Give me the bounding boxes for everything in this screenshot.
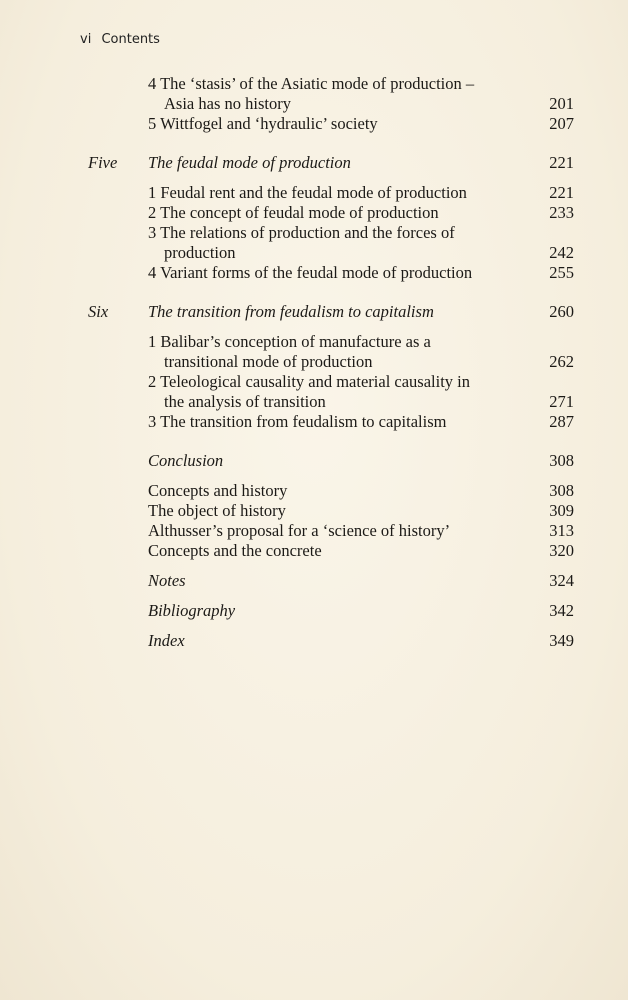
- toc-row: [0, 183, 628, 203]
- toc-page-number: 242: [549, 243, 574, 262]
- toc-row: [0, 392, 628, 412]
- toc-entry-title: Conclusion: [148, 451, 224, 470]
- toc-entry-title: 4 Variant forms of the feudal mode of production: [148, 263, 473, 282]
- toc-row: [0, 352, 628, 372]
- toc-entry-title: 3 The transition from feudalism to capitalism: [148, 412, 447, 431]
- toc-entry-title: transitional mode of production: [164, 352, 373, 371]
- toc-page-number: 271: [549, 392, 574, 411]
- toc-row: [0, 541, 628, 561]
- toc-page-number: 308: [549, 451, 574, 470]
- toc-page-number: 342: [549, 601, 574, 620]
- toc-row: [0, 302, 628, 322]
- page-folio: vi: [80, 32, 92, 47]
- toc-row: [0, 243, 628, 263]
- toc-page-number: 287: [549, 412, 574, 431]
- toc-entry-title: The transition from feudalism to capitalism: [148, 302, 434, 321]
- toc-entry-title: Bibliography: [148, 601, 236, 620]
- toc-row: [0, 412, 628, 432]
- toc-page-number: 221: [549, 183, 574, 202]
- toc-row: [0, 94, 628, 114]
- toc-row: [0, 481, 628, 501]
- toc-page-number: 201: [549, 94, 574, 113]
- chapter-label: Five: [88, 153, 118, 172]
- toc-entry-title: Concepts and the concrete: [148, 541, 322, 560]
- toc-page-number: 260: [549, 302, 574, 321]
- toc-page-number: 233: [549, 203, 574, 222]
- toc-entry-title: Althusser’s proposal for a ‘science of history’: [148, 521, 451, 540]
- toc-entry-title: The object of history: [148, 501, 286, 520]
- toc-row: [0, 114, 628, 134]
- toc-entry-title: 1 Balibar’s conception of manufacture as a: [148, 332, 431, 351]
- toc-page-number: 324: [549, 571, 574, 590]
- toc-row: [0, 153, 628, 173]
- toc-row: [0, 571, 628, 591]
- toc-row: [0, 203, 628, 223]
- toc-row: [0, 451, 628, 471]
- toc-entry-title: Concepts and history: [148, 481, 288, 500]
- toc-row: [0, 601, 628, 621]
- toc-entry-title: the analysis of transition: [164, 392, 326, 411]
- toc-row: [0, 74, 628, 94]
- toc-page-number: 309: [549, 501, 574, 520]
- toc-row: [0, 501, 628, 521]
- toc-row: [0, 631, 628, 651]
- chapter-label: Six: [88, 302, 109, 321]
- toc-entry-title: 3 The relations of production and the forces of: [148, 223, 455, 242]
- toc-entry-title: Index: [148, 631, 185, 650]
- toc-page-number: 349: [549, 631, 574, 650]
- toc-page-number: 262: [549, 352, 574, 371]
- toc-row: [0, 263, 628, 283]
- running-head: [80, 32, 160, 47]
- toc-entry-title: Notes: [148, 571, 186, 590]
- toc-page-number: 313: [549, 521, 574, 540]
- toc-page-number: 255: [549, 263, 574, 282]
- toc-entry-title: 1 Feudal rent and the feudal mode of production: [148, 183, 467, 202]
- toc-row: [0, 372, 628, 392]
- toc-row: [0, 521, 628, 541]
- toc-entry-title: 2 The concept of feudal mode of production: [148, 203, 439, 222]
- toc-entry-title: production: [164, 243, 236, 262]
- toc-row: [0, 223, 628, 243]
- toc-entry-title: Asia has no history: [164, 94, 291, 113]
- toc-entry-title: The feudal mode of production: [148, 153, 351, 172]
- toc-page-number: 320: [549, 541, 574, 560]
- toc-entry-title: 2 Teleological causality and material causality in: [148, 372, 471, 391]
- running-head-title: Contents: [101, 32, 160, 47]
- toc-page-number: 221: [549, 153, 574, 172]
- toc-entry-title: 5 Wittfogel and ‘hydraulic’ society: [148, 114, 378, 133]
- toc-page-number: 308: [549, 481, 574, 500]
- toc-entry-title: 4 The ‘stasis’ of the Asiatic mode of production –: [148, 74, 475, 93]
- toc-page-number: 207: [549, 114, 574, 133]
- toc-row: [0, 332, 628, 352]
